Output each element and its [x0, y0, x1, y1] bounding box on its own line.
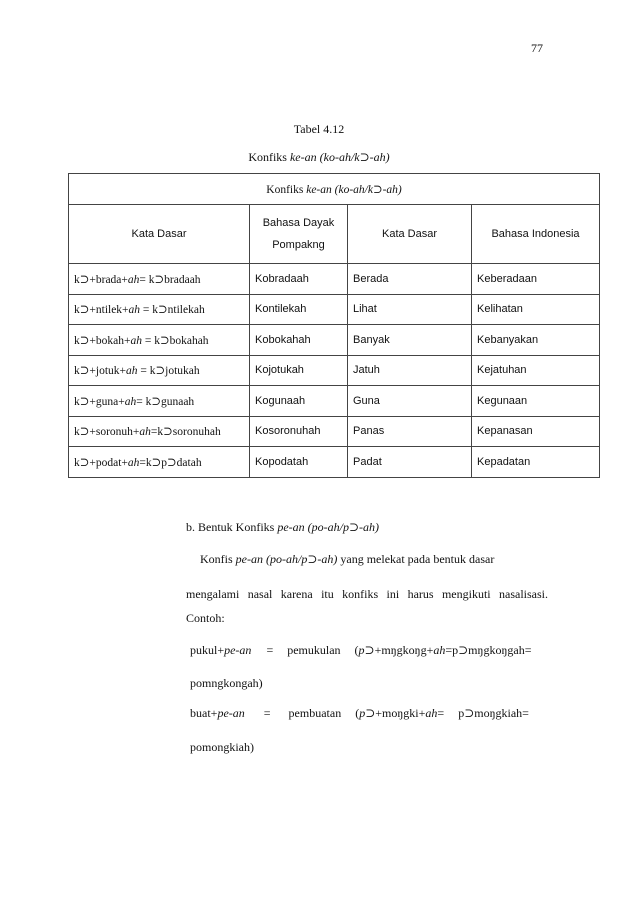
formula-pre: k⊃+soronuh+ — [74, 426, 140, 439]
contoh-label: Contoh: — [186, 611, 225, 625]
ex2-h: ah — [425, 706, 438, 720]
page-number: 77 — [531, 41, 543, 55]
formula-italic: ah — [127, 456, 140, 469]
ex1-c: = — [266, 643, 274, 657]
cell-kata-dasar: Panas — [348, 416, 472, 447]
cell-dayak: Kontilekah — [250, 294, 348, 325]
formula-italic: ah — [126, 365, 138, 378]
cell-formula — [69, 294, 250, 325]
ex1-e: ( — [354, 643, 359, 657]
cell-kata-dasar: Lihat — [348, 294, 472, 325]
cell-formula — [69, 355, 250, 386]
cell-indonesia: Kejatuhan — [472, 355, 600, 386]
header-bahasa-dayak-line2: Pompakng — [272, 239, 325, 251]
formula-post: = k⊃gunaah — [136, 395, 195, 408]
cell-indonesia: Kelihatan — [472, 294, 600, 325]
table-title-cell — [69, 174, 600, 205]
cell-dayak: Kojotukah — [250, 355, 348, 386]
cell-kata-dasar: Berada — [348, 264, 472, 295]
formula-italic: ah — [127, 273, 140, 286]
formula-italic: ah — [130, 334, 142, 347]
table-title-row — [69, 174, 600, 205]
formula-pre: k⊃+guna+ — [74, 395, 125, 408]
ex1-a: pukul+ — [190, 643, 225, 657]
cell-formula — [69, 416, 250, 447]
formula-pre: k⊃+brada+ — [74, 273, 128, 286]
cell-indonesia: Keberadaan — [472, 264, 600, 295]
cell-dayak: Kobokahah — [250, 325, 348, 356]
table-row — [69, 416, 600, 447]
cell-formula — [69, 325, 250, 356]
para-text-c: yang melekat pada bentuk dasar — [337, 552, 495, 566]
table-row — [69, 447, 600, 478]
para-text-b: pe-an (po-ah/p⊃-ah) — [235, 552, 338, 566]
example-2 — [190, 706, 548, 721]
cell-indonesia: Kepadatan — [472, 447, 600, 478]
formula-post: = k⊃bradaah — [139, 273, 201, 286]
cell-dayak: Kosoronuhah — [250, 416, 348, 447]
table-title-italic: ke-an (ko-ah/k⊃-ah) — [306, 184, 402, 196]
table-row — [69, 386, 600, 417]
header-bahasa-indonesia: Bahasa Indonesia — [472, 205, 600, 264]
caption-italic: ke-an (ko-ah/k⊃-ah) — [289, 150, 390, 164]
ex2-j: p⊃moŋgkiah= — [458, 706, 529, 720]
caption-prefix: Konfiks — [248, 150, 290, 164]
ex2-f: p⊃ — [359, 706, 376, 720]
cell-dayak: Kopodatah — [250, 447, 348, 478]
cell-kata-dasar: Guna — [348, 386, 472, 417]
formula-post: = k⊃bokahah — [141, 334, 209, 347]
konfiks-table — [68, 173, 600, 478]
ex1-h: ah — [433, 643, 446, 657]
paragraph — [186, 551, 548, 602]
ex1-i: =p⊃mŋgkoŋgah= — [445, 643, 532, 657]
ex1-b: pe-an — [224, 643, 252, 657]
ex1-g: +mŋgkoŋg+ — [374, 643, 434, 657]
cell-formula — [69, 264, 250, 295]
formula-pre: k⊃+jotuk+ — [74, 365, 126, 378]
formula-pre: k⊃+ntilek+ — [74, 304, 129, 317]
ex1-d: pemukulan — [287, 643, 341, 657]
table-title-prefix: Konfiks — [266, 184, 307, 196]
cell-indonesia: Kepanasan — [472, 416, 600, 447]
ex2-b: pe-an — [217, 706, 245, 720]
para-text-a: Konfis — [200, 552, 236, 566]
ex2-d: pembuatan — [288, 706, 342, 720]
ex2-g: +moŋgki+ — [375, 706, 426, 720]
formula-post: = k⊃ntilekah — [140, 304, 205, 317]
formula-post: = k⊃jotukah — [137, 365, 200, 378]
table-body — [69, 264, 600, 478]
ex1-f: p⊃ — [358, 643, 375, 657]
formula-pre: k⊃+bokah+ — [74, 334, 131, 347]
header-bahasa-dayak-line1: Bahasa Dayak — [262, 217, 335, 229]
cell-kata-dasar: Banyak — [348, 325, 472, 356]
formula-italic: ah — [128, 304, 141, 317]
table-number: Tabel 4.12 — [293, 122, 345, 136]
table-caption — [0, 150, 638, 165]
section-heading — [186, 520, 379, 535]
cell-dayak: Kobradaah — [250, 264, 348, 295]
example-1-continuation: pomngkongah) — [190, 676, 263, 690]
cell-formula — [69, 447, 250, 478]
table-row — [69, 325, 600, 356]
para-line2: mengalami nasal karena itu konfiks ini harus mengikuti nasalisasi. — [186, 587, 548, 601]
section-heading-prefix: b. Bentuk Konfiks — [186, 520, 278, 534]
table-row — [69, 355, 600, 386]
section-heading-italic: pe-an (po-ah/p⊃-ah) — [277, 520, 380, 534]
example-1 — [190, 643, 548, 658]
cell-kata-dasar: Padat — [348, 447, 472, 478]
cell-kata-dasar: Jatuh — [348, 355, 472, 386]
formula-post: =k⊃p⊃datah — [139, 456, 202, 469]
ex2-e: ( — [355, 706, 360, 720]
table-header-row — [69, 205, 600, 264]
ex2-c: = — [263, 706, 271, 720]
header-bahasa-dayak — [250, 205, 348, 264]
formula-italic: ah — [139, 426, 151, 439]
header-kata-dasar-2: Kata Dasar — [348, 205, 472, 264]
cell-indonesia: Kebanyakan — [472, 325, 600, 356]
formula-italic: ah — [124, 395, 137, 408]
ex2-a: buat+ — [190, 706, 218, 720]
ex2-i: = — [437, 706, 445, 720]
cell-indonesia: Kegunaan — [472, 386, 600, 417]
table-row — [69, 264, 600, 295]
header-kata-dasar-1: Kata Dasar — [69, 205, 250, 264]
cell-formula — [69, 386, 250, 417]
formula-pre: k⊃+podat+ — [74, 456, 128, 469]
table-row — [69, 294, 600, 325]
formula-post: =k⊃soronuhah — [150, 426, 221, 439]
cell-dayak: Kogunaah — [250, 386, 348, 417]
example-2-continuation: pomongkiah) — [190, 740, 254, 754]
